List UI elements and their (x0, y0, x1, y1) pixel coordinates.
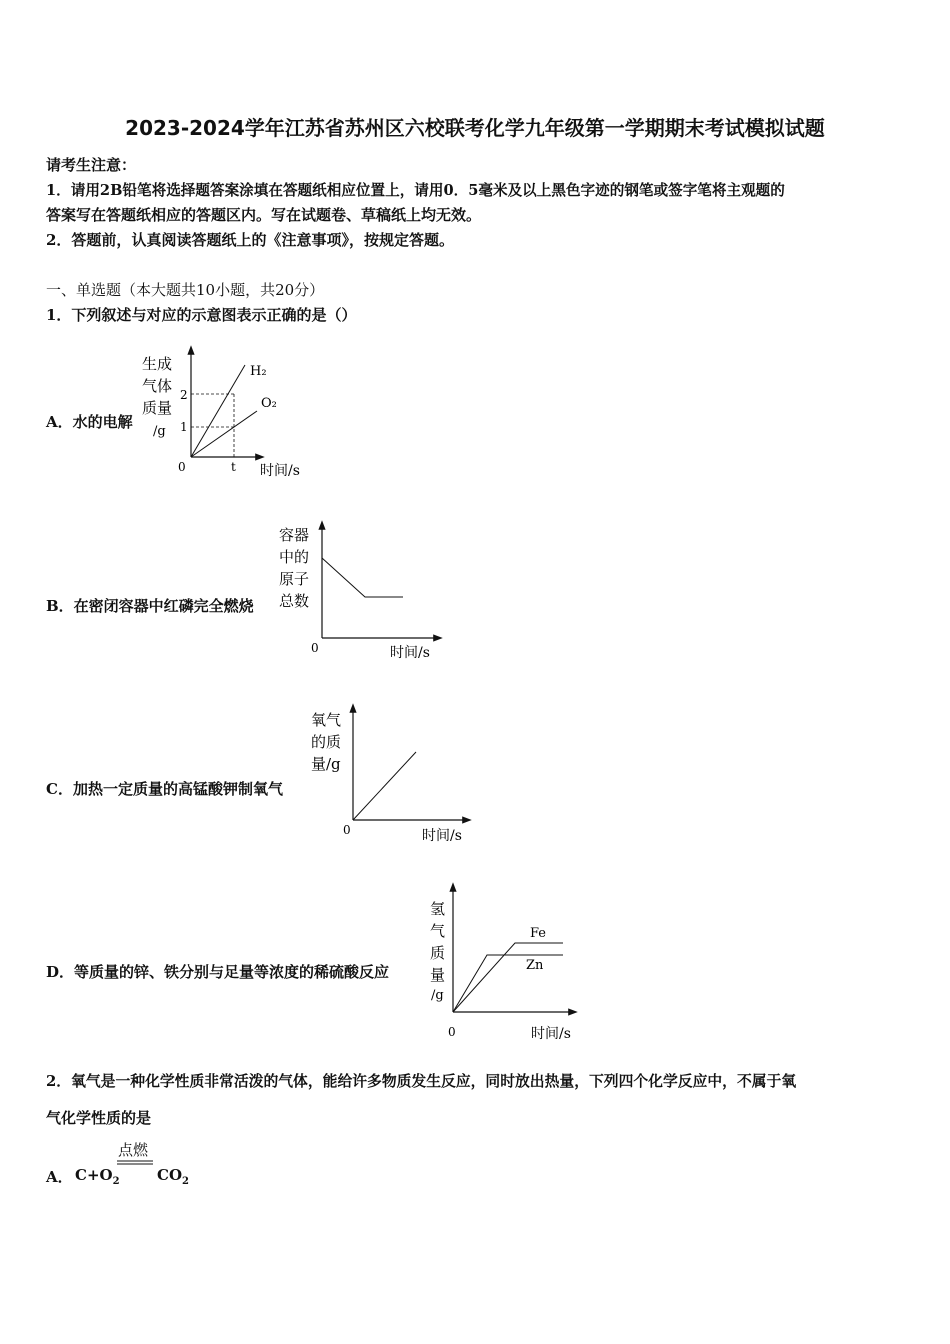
question-2-stem-line-1: 2．氧气是一种化学性质非常活泼的气体，能给许多物质发生反应，同时放出热量，下列四个化学反应中，不属于氧 (46, 1073, 797, 1090)
chart-d-series-zn (453, 955, 563, 1012)
q2-option-a-condition: 点燃 (118, 1141, 149, 1159)
chart-d-series-fe (453, 943, 563, 1012)
notice-line-1b: 答案写在答题纸相应的答题区内。写在试题卷、草稿纸上均无效。 (46, 206, 482, 224)
chart-b-ylabel-4: 总数 (279, 592, 310, 610)
question-1-stem: 1．下列叙述与对应的示意图表示正确的是（） (46, 306, 357, 324)
chart-a-ylabel-3: 质量 (142, 399, 173, 417)
q1-option-a: A．水的电解 (46, 413, 133, 431)
chart-a-ylabel-4: /g (153, 424, 166, 439)
q2-option-a-product-text: CO (157, 1166, 183, 1184)
q2-option-a-product-sub: 2 (182, 1176, 189, 1187)
chart-b-origin: 0 (311, 641, 319, 655)
chart-d-ylabel-3: 质 (430, 944, 446, 962)
q2-option-a-reactant-sub: 2 (112, 1176, 120, 1187)
notice-heading: 请考生注意： (46, 156, 137, 174)
chart-b (270, 520, 450, 665)
q2-option-a-reactant-text: C+O (75, 1166, 113, 1184)
chart-d-ylabel-5: /g (431, 988, 444, 1003)
chart-b-ylabel-1: 容器 (279, 526, 310, 544)
notice-line-1a: 1．请用2B铅笔将选择题答案涂填在答题纸相应位置上，请用0．5毫米及以上黑色字迹的钢笔或签字笔将主观题的 (46, 182, 785, 199)
q1-option-d: D．等质量的锌、铁分别与足量等浓度的稀硫酸反应 (46, 963, 390, 981)
chart-b-ylabel-2: 中的 (279, 548, 310, 566)
chart-c-xlabel: 时间/s (422, 828, 462, 844)
section-heading: 一、单选题（本大题共10小题，共20分） (46, 281, 325, 299)
chart-c-ylabel-1: 氧气 (311, 711, 342, 729)
notice-line-2: 2．答题前，认真阅读答题纸上的《注意事项》，按规定答题。 (46, 231, 454, 249)
chart-d-ylabel-1: 氢 (430, 900, 446, 918)
chart-a-series-h2 (191, 365, 245, 457)
chart-d-ylabel-2: 气 (430, 922, 446, 940)
chart-a-series-o2 (191, 411, 257, 457)
chart-d-xlabel: 时间/s (531, 1026, 571, 1042)
chart-d-legend-fe: Fe (530, 926, 547, 941)
chart-a-legend-o2: O₂ (261, 396, 277, 411)
chart-c-ylabel-3: 量/g (311, 755, 341, 773)
chart-a-ylabel-2: 气体 (142, 377, 173, 395)
q2-option-a-product (157, 1166, 189, 1187)
chart-a-tick-1: 1 (180, 420, 188, 434)
chart-c-series (353, 752, 416, 820)
q1-option-b: B．在密闭容器中红磷完全燃烧 (46, 597, 254, 615)
q2-option-a-equals (117, 1159, 155, 1167)
question-2-stem-line-2: 气化学性质的是 (46, 1109, 152, 1127)
chart-a-ylabel-1: 生成 (142, 355, 173, 373)
q1-option-c: C．加热一定质量的高锰酸钾制氧气 (46, 780, 283, 798)
chart-d-ylabel-4: 量 (430, 966, 446, 984)
chart-c-origin: 0 (343, 823, 351, 837)
chart-a (135, 345, 320, 480)
chart-b-ylabel-3: 原子 (279, 570, 310, 588)
chart-a-tick-t: t (231, 460, 236, 474)
chart-b-series (322, 558, 403, 597)
chart-b-xlabel: 时间/s (390, 645, 430, 661)
chart-d (425, 882, 590, 1047)
chart-a-origin: 0 (178, 460, 186, 474)
chart-a-tick-2: 2 (180, 388, 188, 402)
chart-d-legend-zn: Zn (526, 958, 544, 973)
chart-c (305, 703, 480, 848)
page-title: 2023-2024学年江苏省苏州区六校联考化学九年级第一学期期末考试模拟试题 (125, 116, 825, 140)
q2-option-a-reactants (75, 1166, 120, 1187)
chart-a-xlabel: 时间/s (260, 463, 300, 479)
chart-a-legend-h2: H₂ (250, 364, 267, 379)
chart-d-origin: 0 (448, 1025, 456, 1039)
q2-option-a-label: A． (46, 1168, 73, 1186)
chart-c-ylabel-2: 的质 (311, 733, 342, 751)
